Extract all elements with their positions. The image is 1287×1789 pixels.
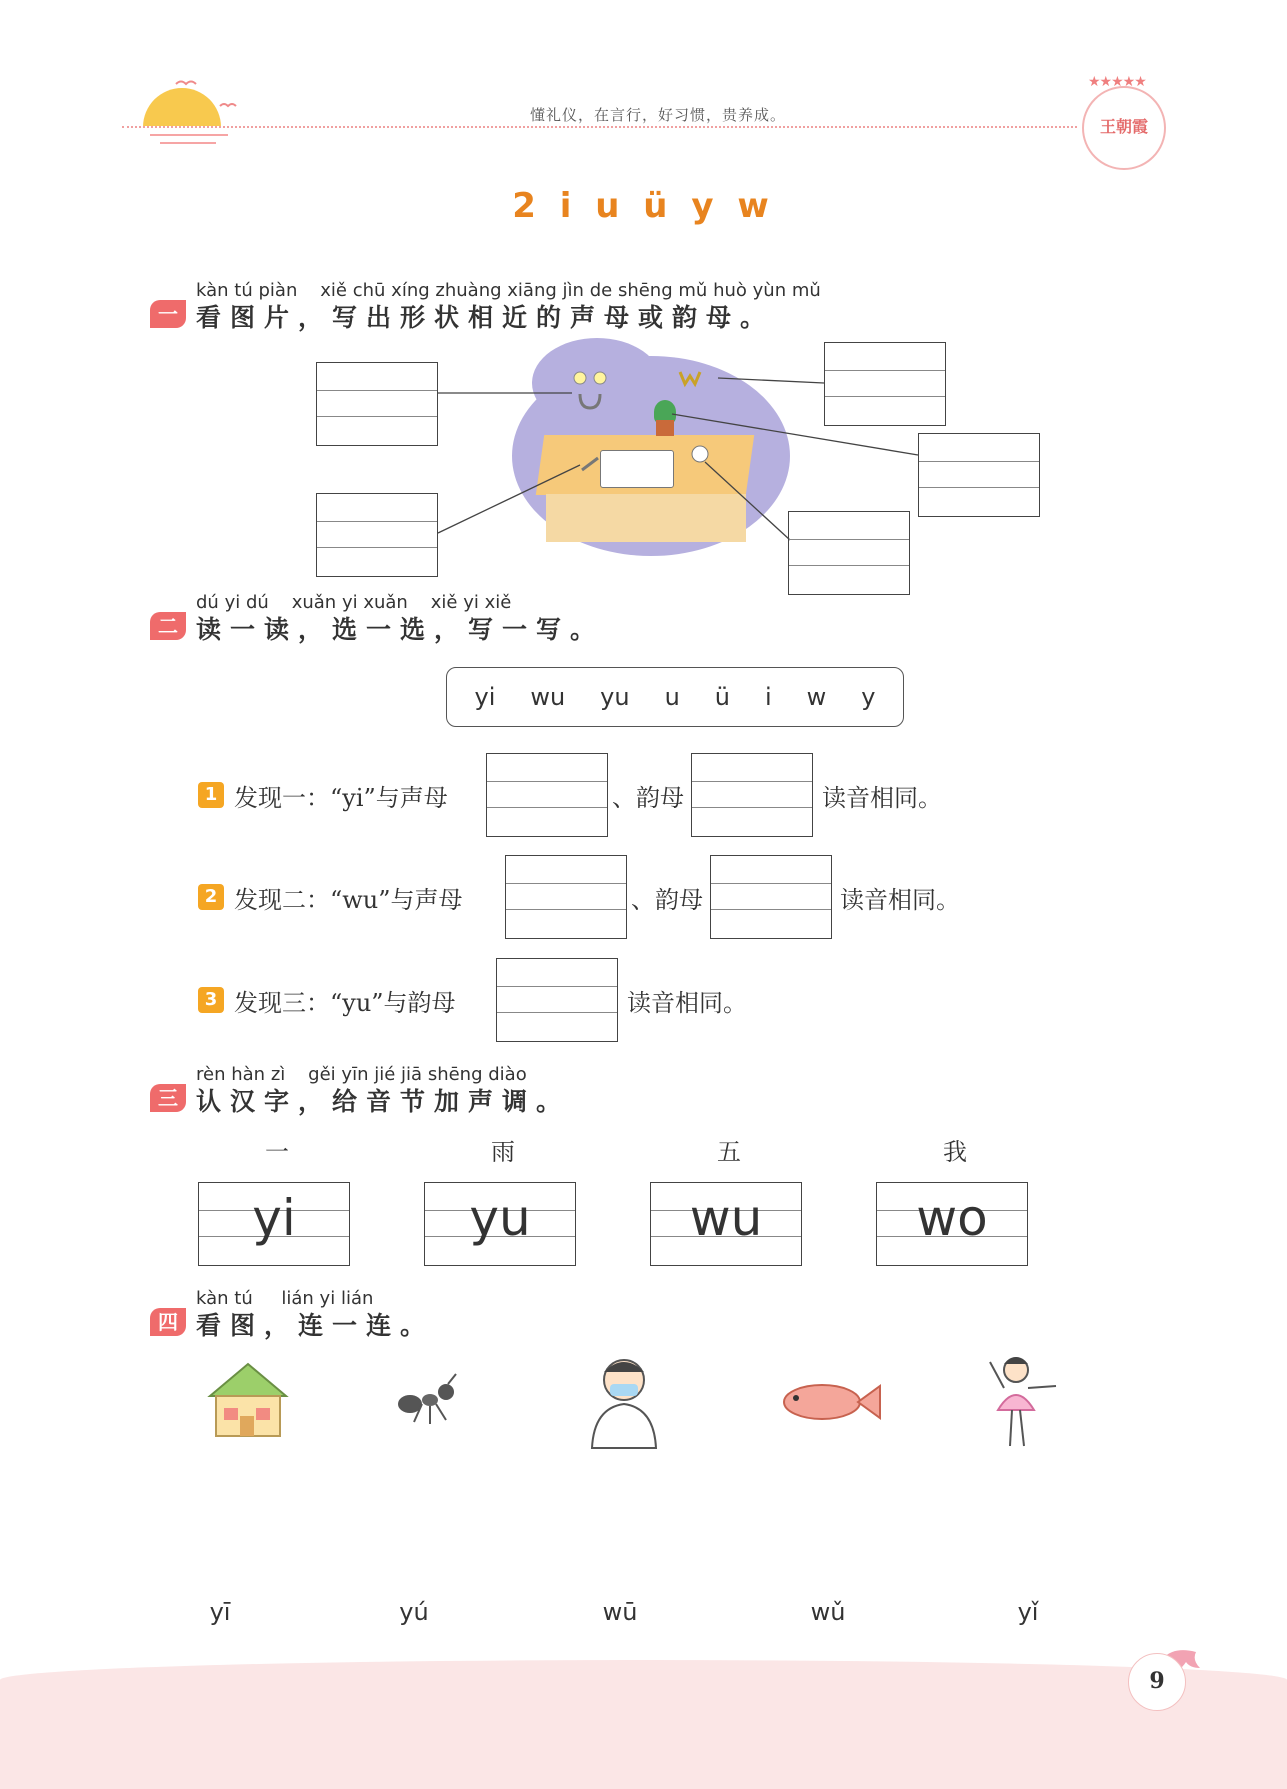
- option: u: [664, 683, 680, 711]
- option: ü: [714, 683, 730, 711]
- footer-decoration: [0, 1660, 1287, 1789]
- page-number-badge: [1128, 1653, 1186, 1711]
- question-text: 读音相同。: [840, 886, 960, 914]
- hanzi-char: 一: [265, 1138, 289, 1166]
- answer-option[interactable]: yī: [209, 1598, 231, 1626]
- syllable-box[interactable]: [424, 1182, 576, 1266]
- section-pinyin: rèn hàn zì gěi yīn jié jiā shēng diào: [196, 1064, 527, 1085]
- option: w: [806, 683, 827, 711]
- answer-option[interactable]: wǔ: [810, 1598, 846, 1626]
- options-box: [446, 667, 904, 727]
- section-pinyin: kàn tú lián yi lián: [196, 1288, 374, 1309]
- section-pinyin: kàn tú piàn xiě chū xíng zhuàng xiāng jìn de shēng mǔ huò yùn mǔ: [196, 280, 821, 301]
- syllable-text: yu: [469, 1189, 531, 1247]
- page-number: 9: [1149, 1668, 1165, 1694]
- section-text: 看图，连一连。: [196, 1311, 435, 1340]
- header-motto: 懂礼仪，在言行，好习惯，贵养成。: [530, 106, 787, 124]
- answer-box[interactable]: [486, 753, 608, 837]
- question-number: 2: [198, 884, 224, 910]
- hanzi-char: 雨: [491, 1138, 515, 1166]
- section-text: 读一读，选一选，写一写。: [196, 615, 605, 644]
- answer-option[interactable]: yǐ: [1017, 1598, 1039, 1626]
- answer-box[interactable]: [788, 511, 910, 595]
- syllable-box[interactable]: [876, 1182, 1028, 1266]
- doctor-icon: [584, 1350, 664, 1450]
- section-badge: 三: [150, 1084, 186, 1112]
- answer-option[interactable]: wū: [602, 1598, 638, 1626]
- section-text: 看图片，写出形状相近的声母或韵母。: [196, 303, 775, 332]
- question-number: 1: [198, 782, 224, 808]
- syllable-text: wo: [916, 1189, 988, 1247]
- answer-box[interactable]: [824, 342, 946, 426]
- syllable-text: yi: [252, 1189, 296, 1247]
- page-title: 2 i u ü y w: [512, 186, 775, 226]
- section-pinyin: dú yi dú xuǎn yi xuǎn xiě yi xiě: [196, 592, 512, 613]
- option: yi: [474, 683, 496, 711]
- dancer-icon: [984, 1348, 1064, 1452]
- house-icon: [200, 1358, 296, 1440]
- question-text: 、韵母: [612, 784, 684, 812]
- section-badge: 四: [150, 1308, 186, 1336]
- question-text: 、韵母: [631, 886, 703, 914]
- answer-box[interactable]: [918, 433, 1040, 517]
- option: yu: [600, 683, 630, 711]
- connector-lines: [0, 0, 1287, 620]
- question-text: 读音相同。: [822, 784, 942, 812]
- question-text: 读音相同。: [627, 989, 747, 1017]
- seal-text: 王朝霞: [1099, 117, 1148, 136]
- syllable-text: wu: [689, 1189, 763, 1247]
- answer-box[interactable]: [691, 753, 813, 837]
- ant-icon: [392, 1370, 468, 1430]
- answer-box[interactable]: [316, 493, 438, 577]
- question-text: 发现二：“wu”与声母: [234, 886, 463, 914]
- question-number: 3: [198, 987, 224, 1013]
- syllable-box[interactable]: [198, 1182, 350, 1266]
- section-text: 认汉字，给音节加声调。: [196, 1087, 571, 1116]
- section-badge: 二: [150, 612, 186, 640]
- option: i: [764, 683, 772, 711]
- answer-box[interactable]: [505, 855, 627, 939]
- stars-icon: ★★★★★: [1088, 74, 1146, 90]
- question-text: 发现三：“yu”与韵母: [234, 989, 456, 1017]
- answer-box[interactable]: [316, 362, 438, 446]
- answer-box[interactable]: [710, 855, 832, 939]
- hanzi-char: 五: [717, 1138, 741, 1166]
- fish-icon: [778, 1376, 882, 1428]
- syllable-box[interactable]: [650, 1182, 802, 1266]
- hanzi-char: 我: [943, 1138, 967, 1166]
- answer-box[interactable]: [496, 958, 618, 1042]
- answer-option[interactable]: yú: [399, 1598, 429, 1626]
- question-text: 发现一：“yi”与声母: [234, 784, 448, 812]
- option: y: [861, 683, 876, 711]
- option: wu: [530, 683, 566, 711]
- section-badge: 一: [150, 300, 186, 328]
